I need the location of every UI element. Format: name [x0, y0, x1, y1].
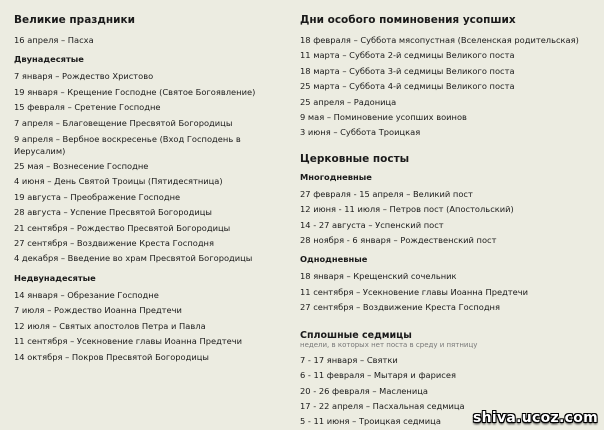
- list-item: 21 сентября – Рождество Пресвятой Богородицы: [14, 222, 231, 233]
- one-day-fasts-title: Однодневные: [300, 254, 368, 265]
- list-item: 9 апреля – Вербное воскресенье (Вход Господень в Иерусалим): [14, 134, 241, 157]
- list-item: 27 сентября – Воздвижение Креста Господня: [14, 238, 214, 249]
- list-item: 19 января – Крещение Господне (Святое Богоявление): [14, 86, 256, 97]
- list-item: 7 апреля – Благовещение Пресвятой Богородицы: [14, 117, 233, 128]
- list-item: 12 июля – Святых апостолов Петра и Павла: [14, 320, 206, 331]
- list-item: 28 августа – Успение Пресвятой Богородицы: [14, 207, 212, 218]
- list-item: 18 января – Крещенский сочельник: [300, 271, 457, 282]
- list-item: 7 - 17 января – Святки: [300, 354, 398, 365]
- multi-day-fasts-title: Многодневные: [300, 171, 372, 182]
- list-item: 7 января – Рождество Христово: [14, 71, 154, 82]
- list-item: 19 августа – Преображение Господне: [14, 191, 181, 202]
- twelve-feasts-title: Двунадесятые: [14, 54, 84, 65]
- list-item: 17 - 22 апреля – Пасхальная седмица: [300, 400, 465, 411]
- site-watermark: shiva.ucoz.com: [472, 410, 598, 426]
- list-item: 3 июня – Суббота Троицкая: [300, 127, 421, 138]
- great-feasts-title: Великие праздники: [14, 14, 135, 26]
- list-item: 11 сентября – Усекновение главы Иоанна Предтечи: [300, 286, 529, 297]
- continuous-weeks-note: недели, в которых нет поста в среду и пятницу: [300, 340, 478, 349]
- list-item: 28 ноября - 6 января – Рождественский пост: [300, 235, 497, 246]
- list-item: 20 - 26 февраля – Масленица: [300, 385, 428, 396]
- continuous-weeks-title: Сплошные седмицы: [300, 329, 412, 341]
- list-item: 25 апреля – Радоница: [300, 96, 397, 107]
- list-item: 15 февраля – Сретение Господне: [14, 102, 161, 113]
- church-fasts-title: Церковные посты: [300, 152, 410, 165]
- list-item: 27 сентября – Воздвижение Креста Господня: [300, 302, 500, 313]
- list-item: 25 мая – Вознесение Господне: [14, 161, 149, 172]
- list-item: 14 октября – Покров Пресвятой Богородицы: [14, 351, 209, 362]
- list-item: 27 февраля - 15 апреля – Великий пост: [300, 188, 473, 199]
- list-item: 11 сентября – Усекновение главы Иоанна Предтечи: [14, 336, 243, 347]
- list-item: 4 июня – День Святой Троицы (Пятидесятница): [14, 176, 223, 187]
- one-day-fasts-list: [300, 269, 595, 315]
- list-item: 25 марта – Суббота 4-й седмицы Великого поста: [300, 81, 515, 92]
- great-feasts-list: [14, 33, 284, 48]
- list-item: 18 марта – Суббота 3-й седмицы Великого поста: [300, 65, 515, 76]
- list-item: 14 января – Обрезание Господне: [14, 289, 159, 300]
- non-twelve-feasts-list: [14, 288, 284, 365]
- list-item: 11 марта – Суббота 2-й седмицы Великого поста: [300, 50, 515, 61]
- list-item: 16 апреля – Пасха: [14, 35, 94, 45]
- list-item: 6 - 11 февраля – Мытаря и фарисея: [300, 370, 456, 381]
- multi-day-fasts-list: [300, 187, 595, 249]
- list-item: 5 - 11 июня – Троицкая седмица: [300, 416, 441, 427]
- twelve-feasts-list: [14, 69, 284, 266]
- list-item: 14 - 27 августа – Успенский пост: [300, 219, 444, 230]
- list-item: 18 февраля – Суббота мясопустная (Вселенская родительская): [300, 35, 579, 45]
- list-item: 4 декабря – Введение во храм Пресвятой Богородицы: [14, 253, 253, 264]
- memorial-days-title: Дни особого поминовения усопших: [300, 14, 516, 26]
- non-twelve-feasts-title: Недвунадесятые: [14, 272, 96, 283]
- memorial-days-list: [300, 33, 595, 141]
- list-item: 12 июня - 11 июля – Петров пост (Апостольский): [300, 204, 514, 215]
- list-item: 7 июля – Рождество Иоанна Предтечи: [14, 305, 182, 316]
- left-column: [14, 14, 284, 365]
- list-item: 9 мая – Поминовение усопших воинов: [300, 112, 467, 123]
- right-column: [300, 14, 595, 430]
